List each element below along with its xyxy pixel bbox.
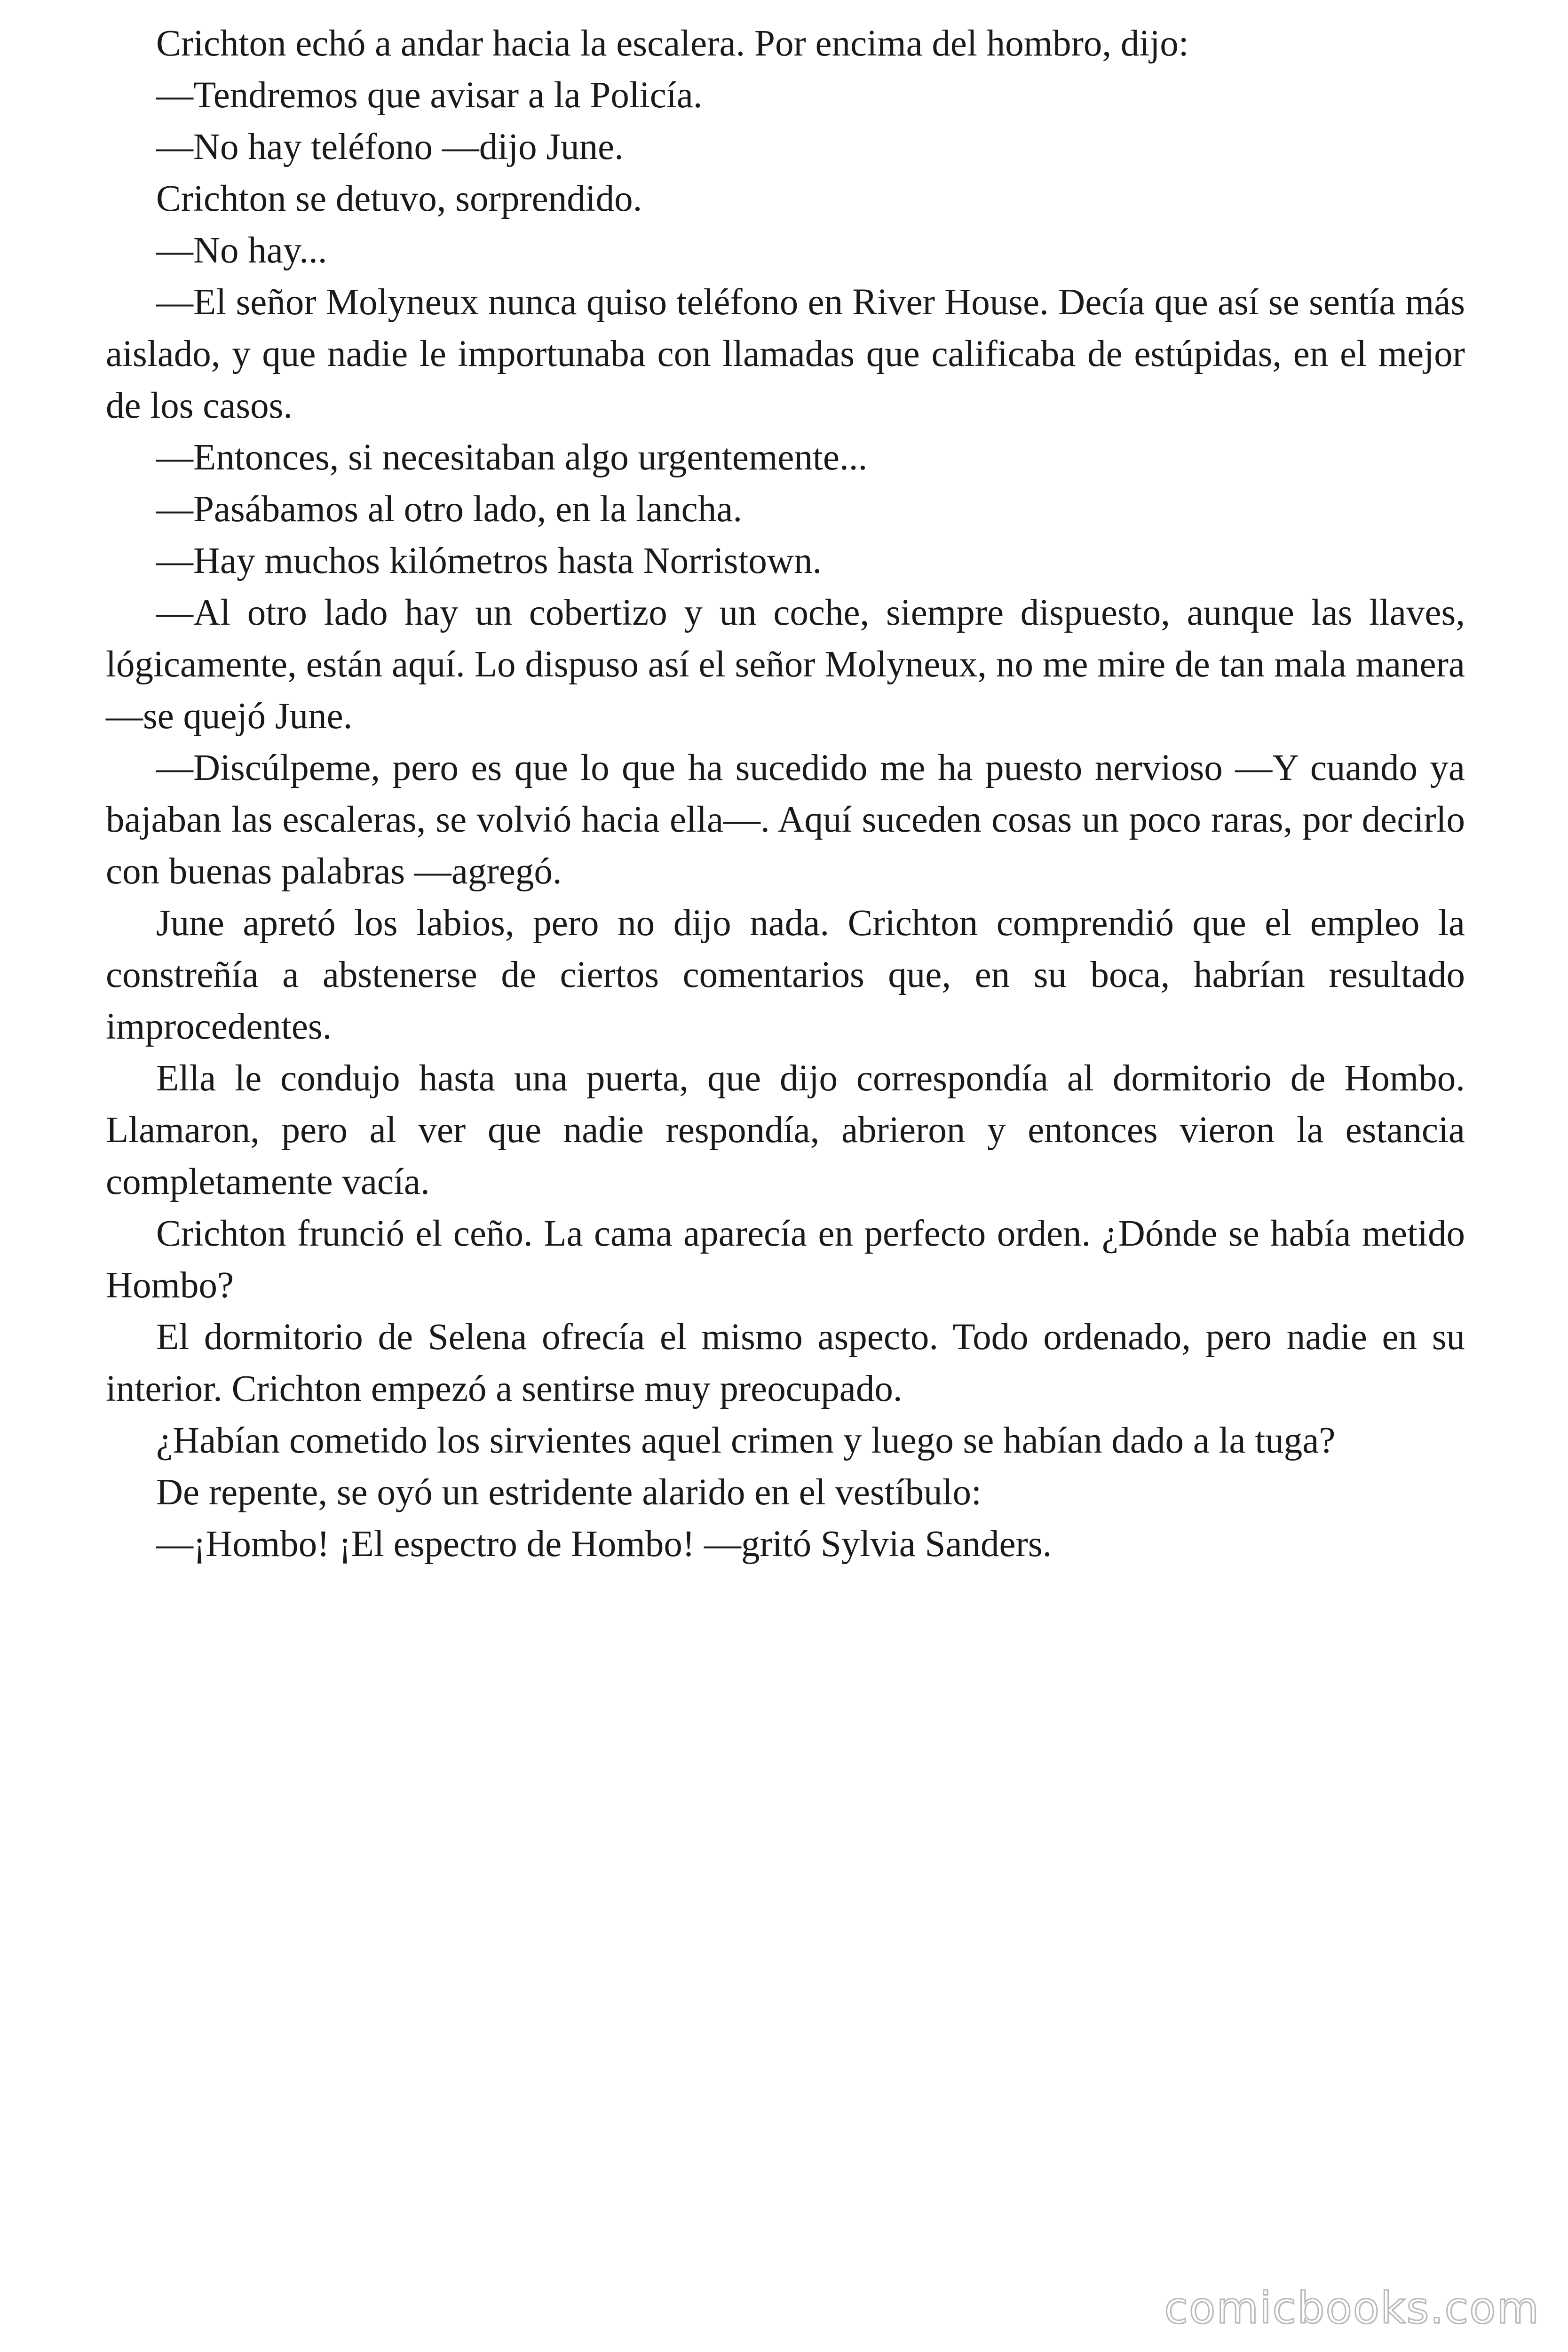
body-text: [106, 18, 1465, 1570]
paragraph: Crichton echó a andar hacia la escalera. Por encima del hombro, dijo:: [156, 23, 1189, 64]
paragraph: —Discúlpeme, pero es que lo que ha sucedido me ha puesto nervioso —Y cuando ya bajaban las escaleras, se volvió hacia ella—. Aquí suceden cosas un poco raras, por decirlo con buenas palabras —agregó.: [106, 747, 1465, 892]
site-watermark: comicbooks.com: [1164, 2283, 1540, 2333]
paragraph: —¡Hombo! ¡El espectro de Hombo! —gritó Sylvia Sanders.: [156, 1524, 1052, 1565]
paragraph: —Pasábamos al otro lado, en la lancha.: [156, 489, 743, 530]
paragraph: —Entonces, si necesitaban algo urgentemente...: [156, 437, 868, 478]
paragraph: El dormitorio de Selena ofrecía el mismo aspecto. Todo ordenado, pero nadie en su interior. Crichton empezó a sentirse muy preocupado.: [106, 1317, 1465, 1409]
paragraph: —No hay teléfono —dijo June.: [156, 127, 624, 167]
paragraph: ¿Habían cometido los sirvientes aquel crimen y luego se habían dado a la tuga?: [156, 1420, 1336, 1461]
paragraph: —Tendremos que avisar a la Policía.: [156, 75, 703, 116]
paragraph: —El señor Molyneux nunca quiso teléfono en River House. Decía que así se sentía más aislado, y que nadie le importunaba con llamadas que calificaba de estúpidas, en el mejor de los casos.: [106, 282, 1465, 426]
paragraph: —Hay muchos kilómetros hasta Norristown.: [156, 540, 822, 581]
paragraph: Crichton frunció el ceño. La cama aparecía en perfecto orden. ¿Dónde se había metido Hombo?: [106, 1213, 1465, 1306]
paragraph: Crichton se detuvo, sorprendido.: [156, 178, 642, 219]
paragraph: —No hay...: [156, 230, 327, 271]
paragraph: —Al otro lado hay un cobertizo y un coche, siempre dispuesto, aunque las llaves, lógicamente, están aquí. Lo dispuso así el señor Molyneux, no me mire de tan mala manera —se quejó June.: [106, 592, 1465, 737]
paragraph: June apretó los labios, pero no dijo nada. Crichton comprendió que el empleo la constreñía a abstenerse de ciertos comentarios que, en su boca, habrían resultado improcedentes.: [106, 903, 1465, 1047]
paragraph: De repente, se oyó un estridente alarido en el vestíbulo:: [156, 1472, 982, 1513]
paragraph: Ella le condujo hasta una puerta, que dijo correspondía al dormitorio de Hombo. Llamaron, pero al ver que nadie respondía, abrieron y entonces vieron la estancia completamente vacía.: [106, 1058, 1465, 1202]
